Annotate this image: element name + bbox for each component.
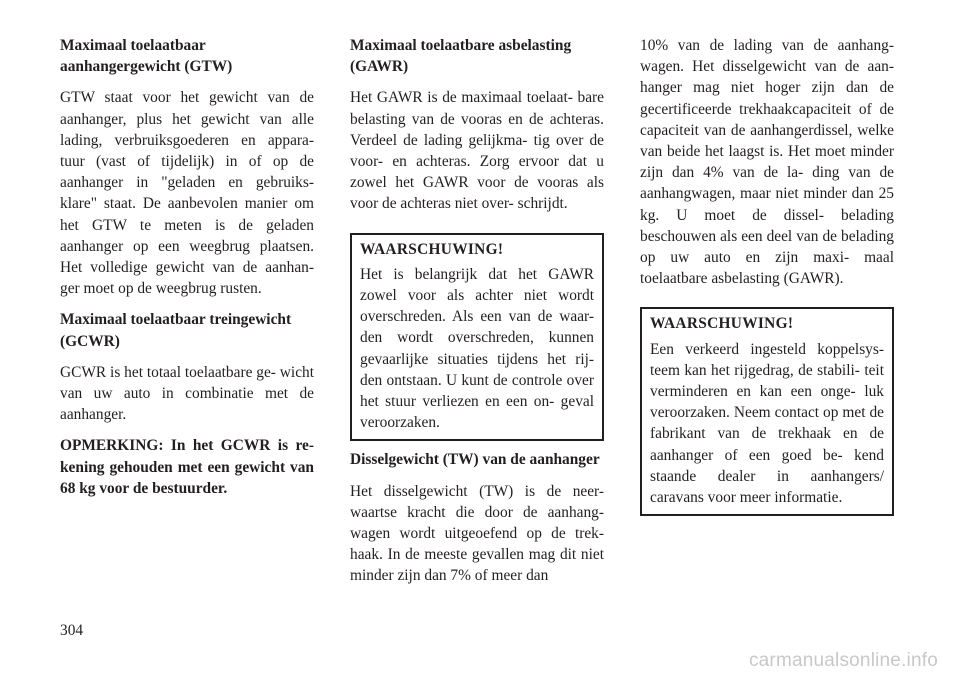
column-2 <box>350 35 604 597</box>
warning-text: Het is belangrijk dat het GAWR zowel voor als achter niet wordt overschreden. Als een van de waar- den wordt overschreden, kunnen gevaarlijke situaties tijdens het rij- den ontstaan. U kunt de controle over het stuur verliezen en een on- geval veroorzaken. <box>360 265 594 432</box>
column-1 <box>60 35 314 509</box>
column-3 <box>640 35 894 524</box>
heading-gawr: Maximaal toelaatbare asbelasting (GAWR) <box>350 37 572 76</box>
paragraph-gcwr: GCWR is het totaal toelaatbare ge- wicht van uw auto in combinatie met de aanhanger. <box>60 363 314 424</box>
paragraph-tw-continued: 10% van de lading van de aanhang- wagen. Het disselgewicht van de aan- hanger mag niet hoger zijn dan de gecertificeerde trekhaakcapaciteit of de capaciteit van de aanhangerdissel, welke van beide het laagst is. Het moet minder zijn dan 4% van de la- ding van de aanhangwagen, maar niet minder dan 25 kg. U moet de dissel- belading beschouwen als een deel van de belading op uw auto en zijn maxi- maal toelaatbare asbelasting (GAWR). <box>640 37 894 288</box>
page-number: 304 <box>60 622 84 639</box>
heading-gtw: Maximaal toelaatbaar aanhangergewicht (GTW) <box>60 37 233 76</box>
warning-title: WAARSCHUWING! <box>360 240 504 258</box>
warning-title: WAARSCHUWING! <box>650 315 794 333</box>
heading-tw: Disselgewicht (TW) van de aanhanger <box>350 451 600 469</box>
paragraph-tw: Het disselgewicht (TW) is de neer- waartse kracht die door de aanhang- wagen wordt uitgeoefend op de trek- haak. In de meeste gevallen mag dit niet minder zijn dan 7% of meer dan <box>350 482 604 585</box>
paragraph-gtw: GTW staat voor het gewicht van de aanhanger, plus het gewicht van alle lading, verbruiksgoederen en appara- tuur (vast of tijdelijk) in of op de aanhanger in "geladen en gebruiks- klare" staat. De aanbevolen manier om het GTW te meten is de geladen aanhanger op een weegbrug plaatsen. Het volledige gewicht van de aanhan- ger moet op de weegbrug rusten. <box>60 89 314 298</box>
warning-box-gawr <box>350 233 604 442</box>
paragraph-gawr: Het GAWR is de maximaal toelaat- bare belasting van de vooras en de achteras. Verdeel de lading gelijkma- tig over de voor- en achteras. Zorg ervoor dat u zowel het GAWR voor de vooras als voor de achteras niet over- schrijdt. <box>350 89 604 213</box>
heading-gcwr: Maximaal toelaatbaar treingewicht (GCWR) <box>60 311 292 350</box>
note-gcwr: OPMERKING: In het GCWR is re- kening gehouden met een gewicht van 68 kg voor de bestuurder. <box>60 437 314 497</box>
watermark: carmanualsonline.info <box>748 650 938 671</box>
warning-text: Een verkeerd ingesteld koppelsys- teem kan het rijgedrag, de stabili- teit verminderen en kan een onge- luk veroorzaken. Neem contact op met de fabrikant van de trekhaak en de aanhanger of een goed be- kend staande dealer in aanhangers/ caravans voor meer informatie. <box>650 340 884 507</box>
warning-box-coupling <box>640 307 894 516</box>
